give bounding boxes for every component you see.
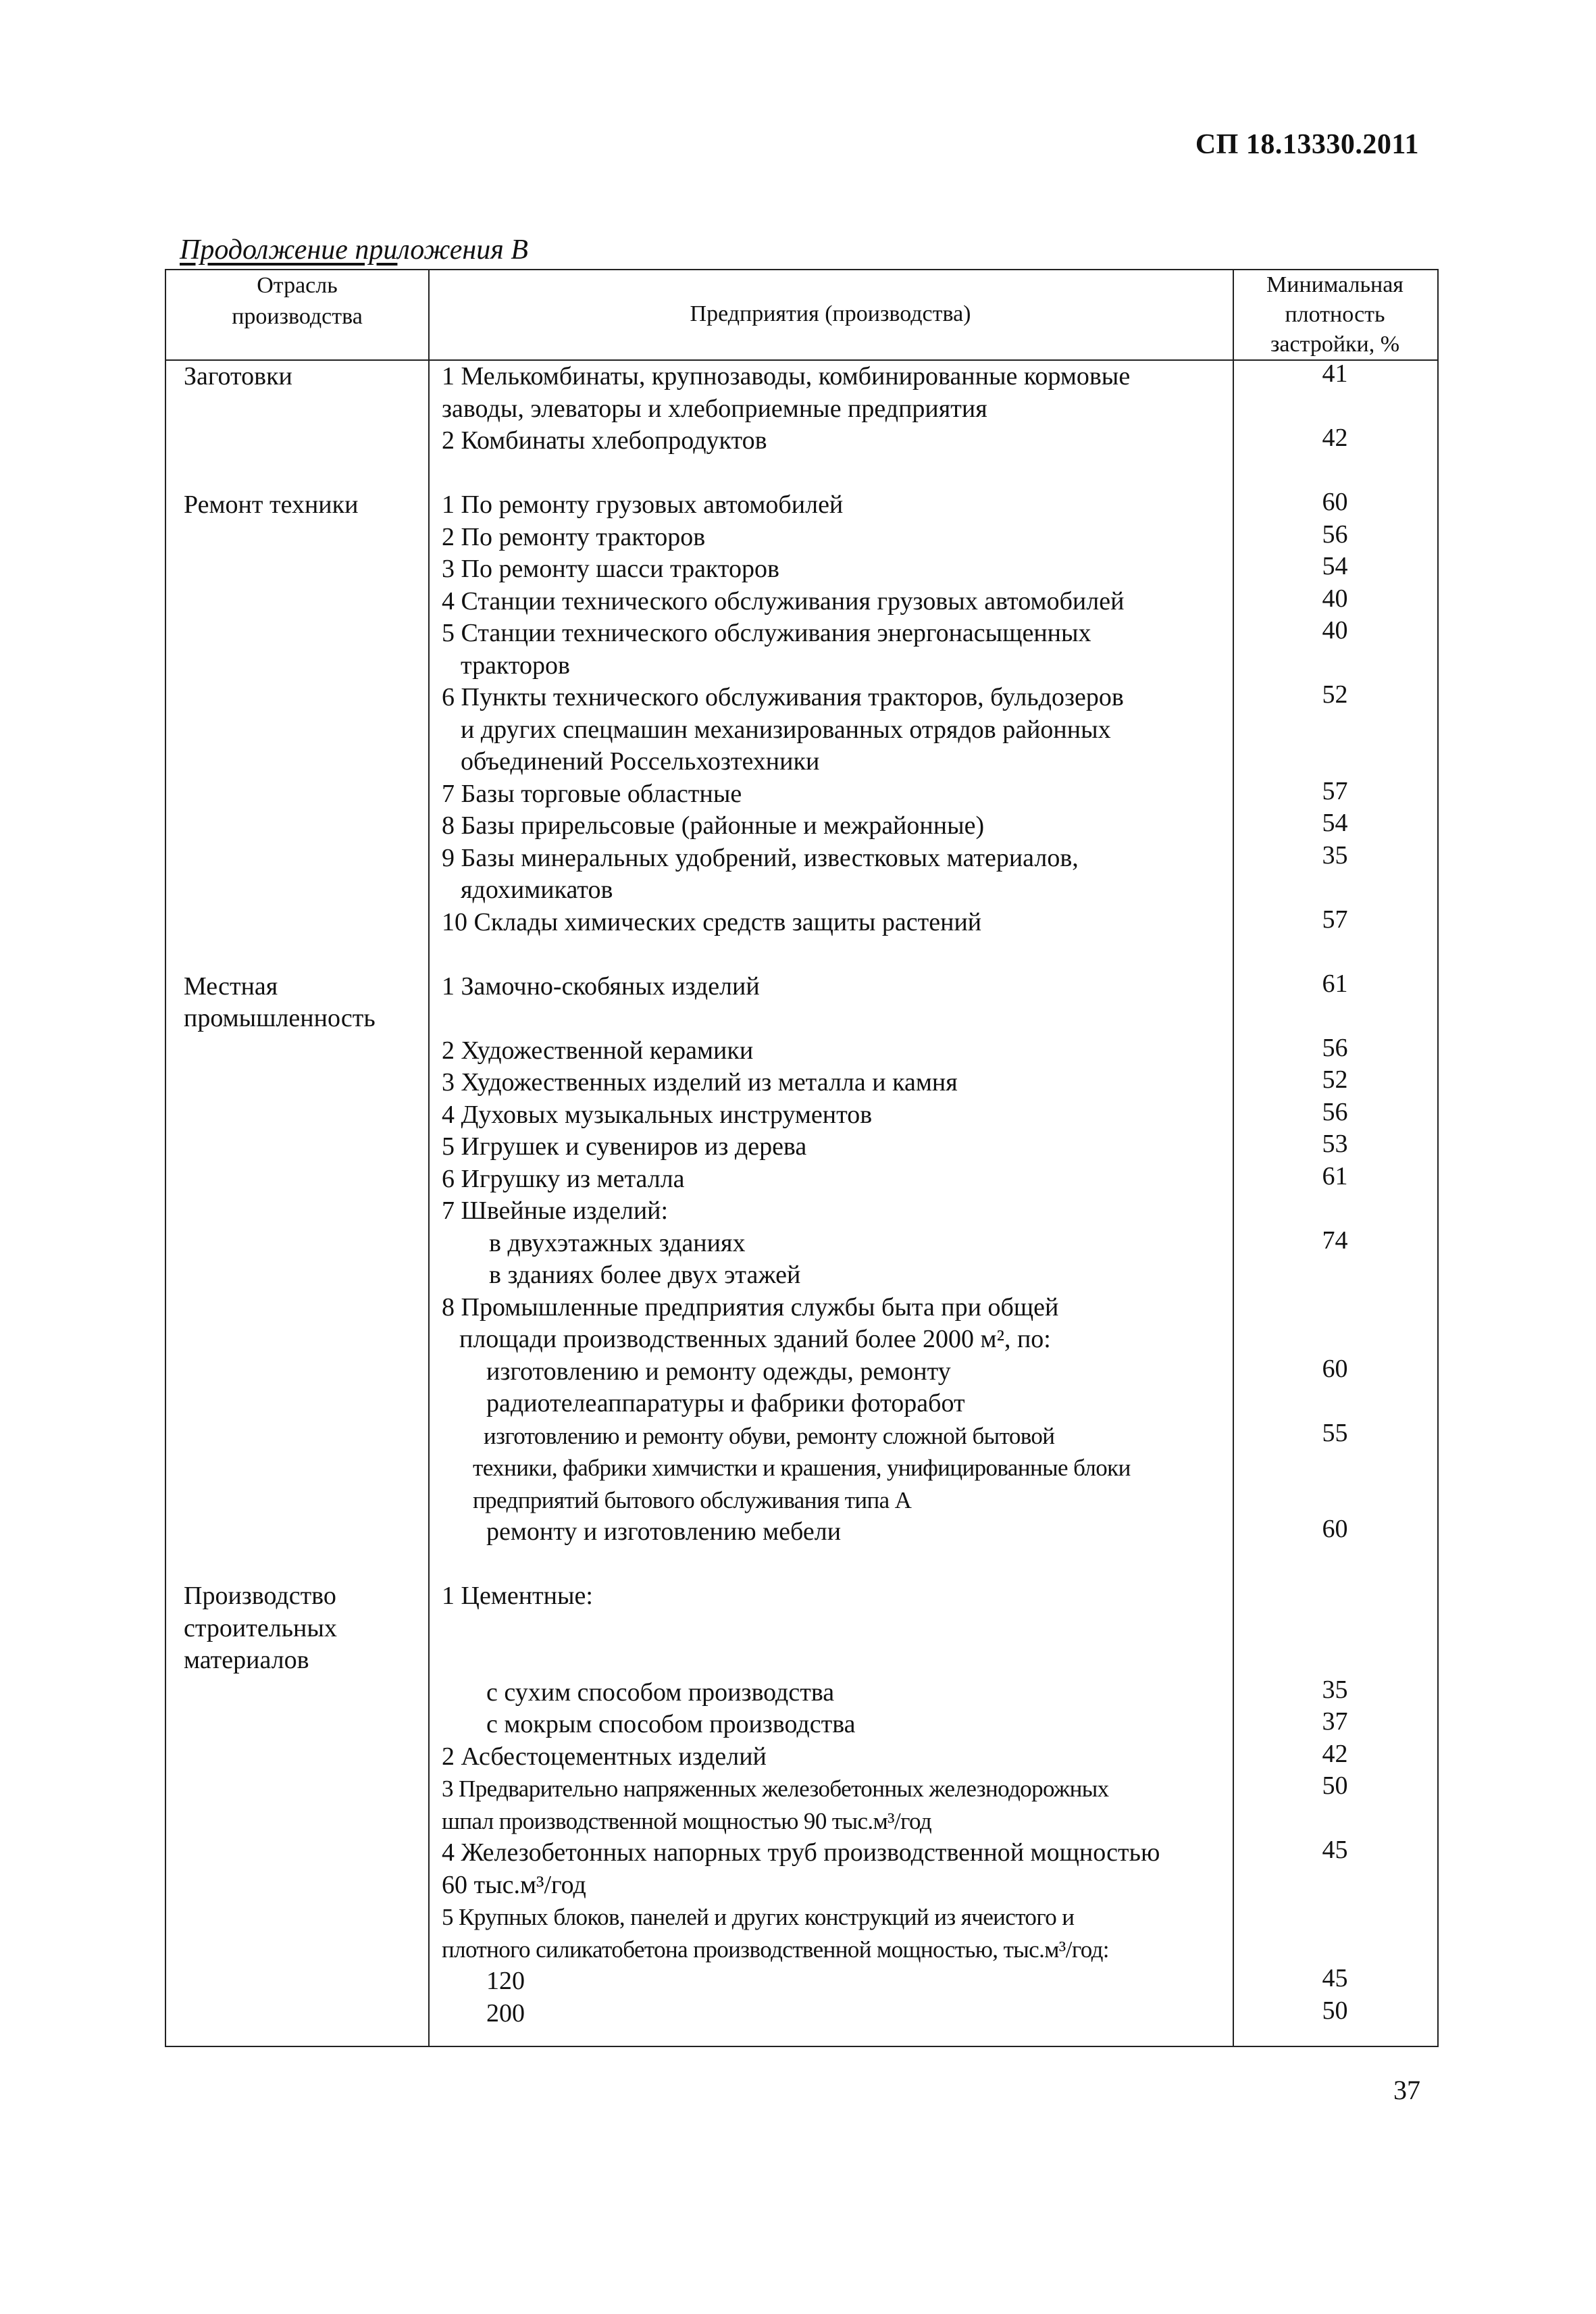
enterprise-text: тракторов xyxy=(461,651,570,680)
header-branch: Отрасль производства xyxy=(232,273,363,329)
caption-underlined: Продолжение при xyxy=(180,234,398,266)
density-value: 60 xyxy=(1322,488,1348,516)
density-value: 42 xyxy=(1322,1739,1348,1768)
enterprise-text: предприятий бытового обслуживания типа А xyxy=(473,1486,912,1513)
enterprise-text: 5 Игрушек и сувениров из дерева xyxy=(442,1132,807,1161)
density-value: 56 xyxy=(1322,1033,1348,1062)
enterprise-text: в двухэтажных зданиях xyxy=(489,1228,746,1257)
density-value: 52 xyxy=(1322,1065,1348,1094)
density-value: 56 xyxy=(1322,1097,1348,1126)
enterprise-text: 120 xyxy=(486,1967,525,1995)
enterprise-text: 3 По ремонту шасси тракторов xyxy=(442,555,779,583)
enterprise-text: 2 Комбинаты хлебопродуктов xyxy=(442,426,767,455)
density-value: 60 xyxy=(1322,1515,1348,1543)
density-value: 42 xyxy=(1322,424,1348,452)
enterprise-text: заводы, элеваторы и хлебоприемные предприятия xyxy=(442,394,987,423)
enterprise-text: 6 Пункты технического обслуживания тракторов, бульдозеров xyxy=(442,683,1124,711)
density-value: 55 xyxy=(1322,1418,1348,1447)
enterprise-text: 7 Базы торговые областные xyxy=(442,779,742,808)
enterprise-text: 1 Цементные: xyxy=(442,1582,593,1610)
caption-rest: ложения В xyxy=(397,234,528,266)
branch-column xyxy=(166,270,430,2046)
enterprise-text: с сухим способом производства xyxy=(486,1678,835,1707)
density-value: 50 xyxy=(1322,1996,1348,2025)
enterprise-text: 200 xyxy=(486,1998,525,2028)
table-caption xyxy=(180,234,528,266)
density-value: 61 xyxy=(1322,1161,1348,1190)
enterprise-text: 3 Предварительно напряженных железобетонных железнодорожных xyxy=(442,1776,1109,1802)
density-value: 41 xyxy=(1322,359,1348,388)
density-table xyxy=(165,269,1439,2047)
enterprise-text: техники, фабрики химчистки и крашения, унифицированные блоки xyxy=(473,1455,1131,1481)
header-enterprises: Предприятия (производства) xyxy=(690,301,971,326)
document-code: СП 18.13330.2011 xyxy=(1195,129,1419,160)
enterprise-text: 2 Асбестоцементных изделий xyxy=(442,1742,767,1771)
enterprise-text: 4 Духовых музыкальных инструментов xyxy=(442,1100,873,1129)
density-value: 53 xyxy=(1322,1130,1348,1158)
enterprise-text: и других спецмашин механизированных отрядов районных xyxy=(461,715,1111,744)
branch-label: Заготовки xyxy=(184,362,292,391)
density-value: 74 xyxy=(1322,1226,1348,1255)
enterprise-text: изготовлению и ремонту одежды, ремонту xyxy=(486,1357,951,1386)
density-value: 40 xyxy=(1322,584,1348,613)
branch-label: Ремонт техники xyxy=(184,491,359,519)
density-value: 45 xyxy=(1322,1836,1348,1864)
enterprise-text: 4 Железобетонных напорных труб производственной мощностью xyxy=(442,1838,1160,1867)
enterprise-text: в зданиях более двух этажей xyxy=(489,1261,801,1289)
density-value: 57 xyxy=(1322,776,1348,805)
density-value: 35 xyxy=(1322,840,1348,870)
enterprise-text: площади производственных зданий более 2000 м², по: xyxy=(459,1325,1051,1353)
density-value: 37 xyxy=(1322,1707,1348,1736)
enterprise-text: 5 Станции технического обслуживания энергонасыщенных xyxy=(442,619,1091,647)
page-number: 37 xyxy=(1393,2075,1420,2105)
density-value: 57 xyxy=(1322,905,1348,934)
enterprise-text: 6 Игрушку из металла xyxy=(442,1164,685,1193)
density-value: 35 xyxy=(1322,1675,1348,1704)
enterprise-text: шпал производственной мощностью 90 тыс.м³/год xyxy=(442,1807,932,1834)
enterprise-text: объединений Россельхозтехники xyxy=(461,747,820,776)
density-value: 50 xyxy=(1322,1771,1348,1800)
density-value: 54 xyxy=(1322,552,1348,580)
branch-label: Местная промышленность xyxy=(184,972,376,1032)
header-density: Минимальная плотность застройки, % xyxy=(1266,272,1404,357)
density-value: 61 xyxy=(1322,969,1348,998)
enterprise-text: 1 Замочно-скобяных изделий xyxy=(442,972,760,1001)
enterprise-text: 2 Художественной керамики xyxy=(442,1036,754,1065)
enterprise-text: 8 Промышленные предприятия службы быта при общей xyxy=(442,1292,1059,1322)
enterprise-text: 5 Крупных блоков, панелей и других конструкций из ячеистого и xyxy=(442,1904,1075,1930)
enterprise-text: 9 Базы минеральных удобрений, известковых материалов, xyxy=(442,843,1079,872)
enterprise-text: плотного силикатобетона производственной мощностью, тыс.м³/год: xyxy=(442,1936,1109,1963)
density-value: 40 xyxy=(1322,616,1348,645)
enterprise-text: ремонту и изготовлению мебели xyxy=(486,1517,842,1546)
density-value: 56 xyxy=(1322,520,1348,549)
enterprise-text: 60 тыс.м³/год xyxy=(442,1870,586,1899)
enterprise-text: 10 Склады химических средств защиты растений xyxy=(442,907,982,936)
enterprise-text: 1 По ремонту грузовых автомобилей xyxy=(442,491,844,519)
enterprise-text: 2 По ремонту тракторов xyxy=(442,522,706,551)
enterprise-text: с мокрым способом производства xyxy=(486,1710,856,1738)
density-value: 60 xyxy=(1322,1354,1348,1383)
density-value: 52 xyxy=(1322,680,1348,709)
enterprise-text: ядохимикатов xyxy=(461,876,613,904)
enterprise-text: 8 Базы прирельсовые (районные и межрайонные) xyxy=(442,811,985,840)
density-value: 54 xyxy=(1322,809,1348,837)
enterprise-text: 7 Швейные изделий: xyxy=(442,1197,669,1225)
enterprise-text: радиотелеаппаратуры и фабрики фоторабот xyxy=(486,1389,965,1417)
enterprise-text: 3 Художественных изделий из металла и камня xyxy=(442,1068,958,1097)
enterprise-text: 1 Мелькомбинаты, крупнозаводы, комбинированные кормовые xyxy=(442,362,1131,391)
enterprise-text: изготовлению и ремонту обуви, ремонту сложной бытовой xyxy=(484,1422,1055,1449)
enterprise-text: 4 Станции технического обслуживания грузовых автомобилей xyxy=(442,586,1125,615)
density-value: 45 xyxy=(1322,1964,1348,1992)
branch-label: Производство строительных материалов xyxy=(184,1582,337,1674)
